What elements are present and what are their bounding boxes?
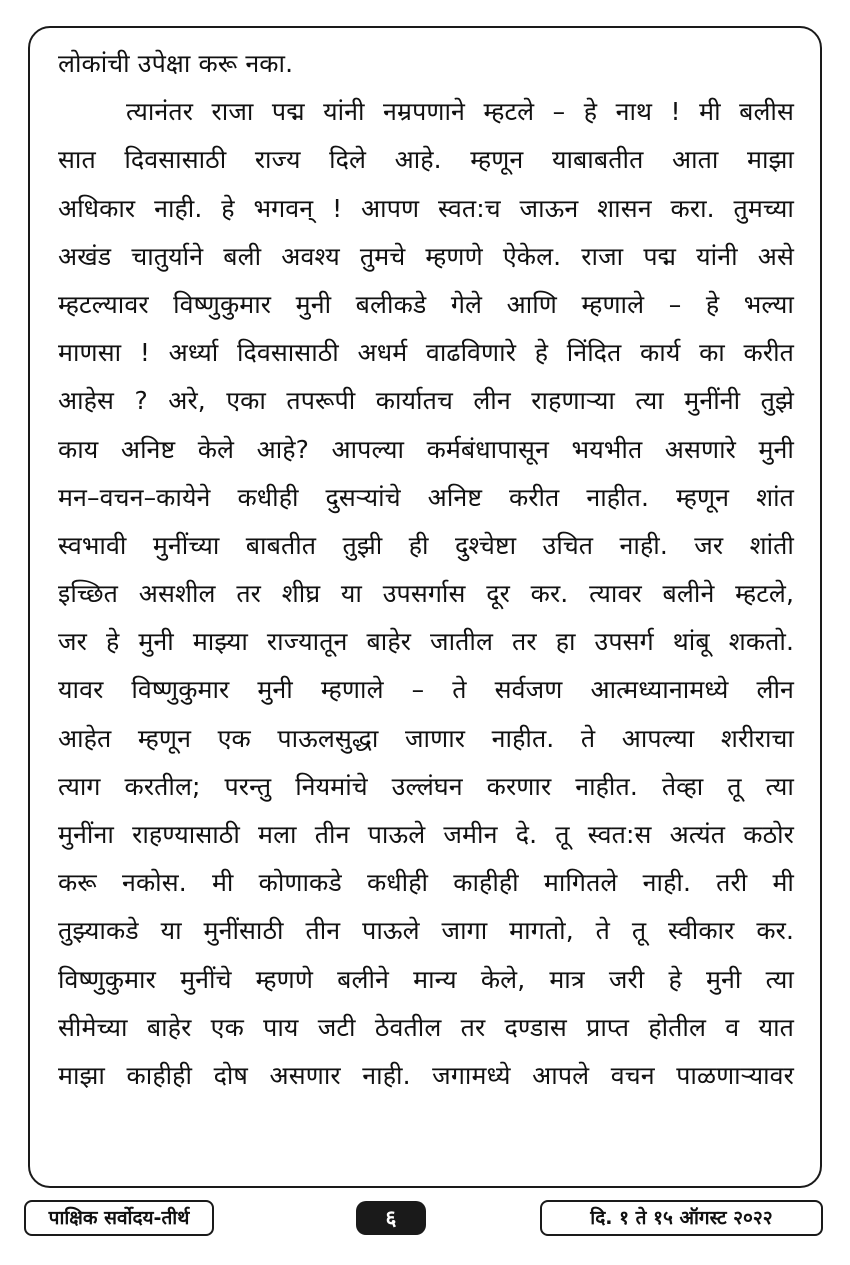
text-line-8: आहेस ? अरे, एका तपरूपी कार्यातच लीन राहणाऱ्या त्या मुनींनी तुझे [58,386,794,416]
issue-date-label: दि. १ ते १५ ऑगस्ट २०२२ [540,1200,823,1236]
text-line-7: माणसा ! अर्ध्या दिवसासाठी अधर्म वाढविणारे हे निंदित कार्य का करीत [58,338,794,368]
text-line-14: यावर विष्णुकुमार मुनी म्हणाले – ते सर्वजण आत्मध्यानामध्ये लीन [58,675,794,705]
text-line-20: विष्णुकुमार मुनींचे म्हणणे बलीने मान्य केले, मात्र जरी हे मुनी त्या [58,964,794,994]
publication-name-label: पाक्षिक सर्वोदय-तीर्थ [24,1200,214,1236]
text-line-6: म्हटल्यावर विष्णुकुमार मुनी बलीकडे गेले आणि म्हणाले – हे भल्या [58,289,794,319]
text-line-13: जर हे मुनी माझ्या राज्यातून बाहेर जातील तर हा उपसर्ग थांबू शकतो. [58,627,794,657]
article-body [58,40,794,1100]
text-line-5: अखंड चातुर्याने बली अवश्य तुमचे म्हणणे ऐकेल. राजा पद्म यांनी असे [58,241,794,271]
text-line-12: इच्छित असशील तर शीघ्र या उपसर्गास दूर कर. त्यावर बलीने म्हटले, [58,579,794,609]
text-line-17: मुनींना राहण्यासाठी मला तीन पाऊले जमीन दे. तू स्वत:स अत्यंत कठोर [58,820,794,849]
text-line-10: मन–वचन–कायेने कधीही दुसऱ्यांचे अनिष्ट करीत नाहीत. म्हणून शांत [58,482,794,512]
text-line-3: सात दिवसासाठी राज्य दिले आहे. म्हणून याबाबतीत आता माझा [58,145,794,175]
text-line-19: तुझ्याकडे या मुनींसाठी तीन पाऊले जागा मागतो, ते तू स्वीकार कर. [58,916,794,946]
text-line-22: माझा काहीही दोष असणार नाही. जगामध्ये आपले वचन पाळणाऱ्यावर [58,1060,794,1090]
text-line-15: आहेत म्हणून एक पाऊलसुद्धा जाणार नाहीत. ते आपल्या शरीराचा [58,723,794,753]
text-line-1: लोकांची उपेक्षा करू नका. [58,49,294,78]
text-line-16: त्याग करतील; परन्तु नियमांचे उल्लंघन करणार नाहीत. तेव्हा तू त्या [58,771,794,801]
text-line-9: काय अनिष्ट केले आहे? आपल्या कर्मबंधापासून भयभीत असणारे मुनी [58,434,794,464]
text-line-18: करू नकोस. मी कोणाकडे कधीही काहीही मागितले नाही. तरी मी [58,868,794,898]
text-line-21: सीमेच्या बाहेर एक पाय जटी ठेवतील तर दण्डास प्राप्त होतील व यात [58,1012,794,1042]
text-line-11: स्वभावी मुनींच्या बाबतीत तुझी ही दुश्चेष्टा उचित नाही. जर शांती [58,530,794,560]
page-number-badge: ६ [356,1201,426,1235]
text-line-4: अधिकार नाही. हे भगवन् ! आपण स्वत:च जाऊन शासन करा. तुमच्या [58,193,794,223]
text-line-2: त्यानंतर राजा पद्म यांनी नम्रपणाने म्हटले – हे नाथ ! मी बलीस [126,97,794,127]
